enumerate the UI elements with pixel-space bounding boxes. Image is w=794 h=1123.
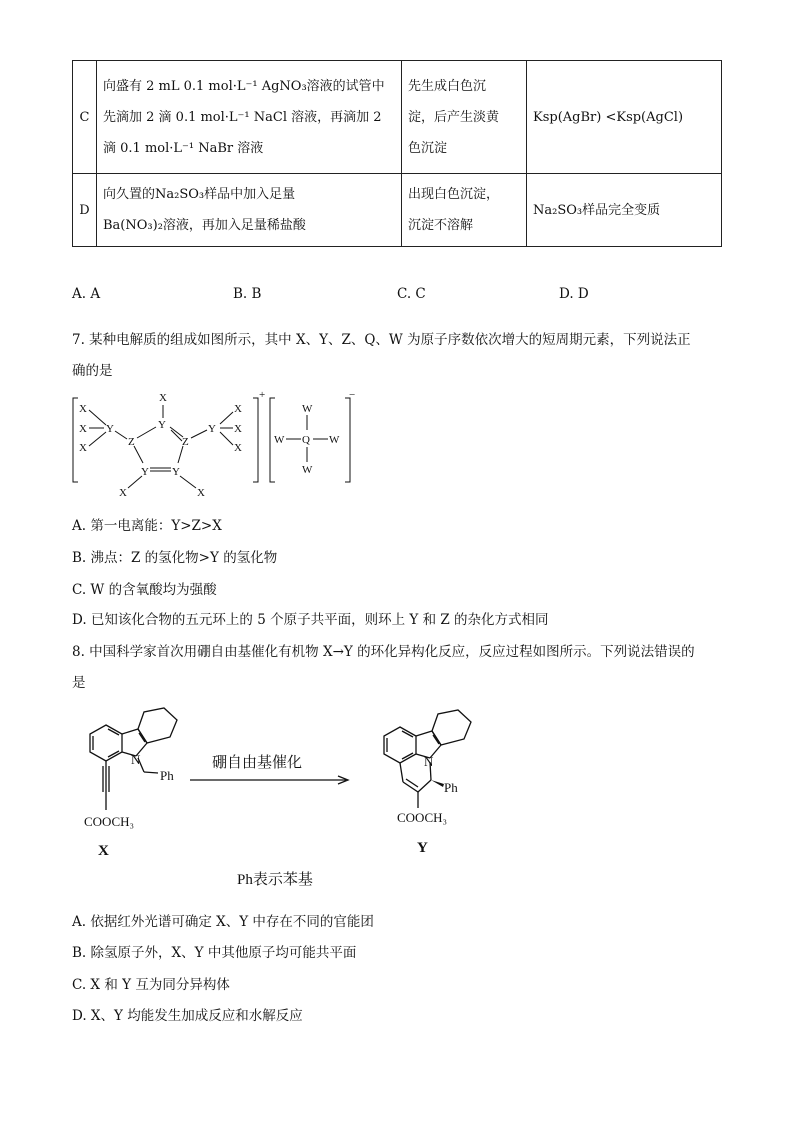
atom-z: Z [128,436,135,448]
phenomenon-cell: 先生成白色沉 淀，后产生淡黄 色沉淀 [402,61,527,174]
q7-option-d[interactable]: D. 已知该化合物的五元环上的 5 个原子共平面，则环上 Y 和 Z 的杂化方式相同 [72,612,549,628]
q6-option-c[interactable]: C. C [397,286,426,302]
atom-x: X [159,392,167,404]
atom-w: W [329,434,340,446]
x-nitrogen: N [131,752,141,767]
x-ester: COOCH₃ [84,814,135,829]
atom-x: X [119,487,127,499]
atom-x: X [79,423,87,435]
atom-y: Y [106,423,114,435]
table-row [73,174,722,247]
ph-note: Ph表示苯基 [237,872,313,888]
q8-option-b[interactable]: B. 除氢原子外，X、Y 中其他原子均可能共平面 [72,945,357,961]
experiment-table [72,60,722,247]
arrow-catalyst-label: 硼自由基催化 [212,755,303,771]
x-label: X [98,843,109,859]
atom-w: W [302,464,313,476]
y-phenyl: Ph [444,780,458,795]
q7-stem-line2: 确的是 [72,363,113,379]
atom-w: W [274,434,285,446]
atom-x: X [234,442,242,454]
q7-structure-diagram [70,390,360,505]
q6-option-a[interactable]: A. A [72,286,101,302]
q8-stem-line2: 是 [72,675,86,691]
atom-y: Y [141,466,149,478]
operation-cell: 向久置的Na₂SO₃样品中加入足量 Ba(NO₃)₂溶液，再加入足量稀盐酸 [97,174,402,247]
y-label: Y [417,840,428,856]
x-phenyl: Ph [160,768,174,783]
q8-option-a[interactable]: A. 依据红外光谱可确定 X、Y 中存在不同的官能团 [72,914,374,930]
q8-stem-line1: 8. 中国科学家首次用硼自由基催化有机物 X→Y 的环化异构化反应，反应过程如图所示。下列说法错误的 [72,644,695,660]
y-nitrogen: N [424,754,434,769]
q7-option-c[interactable]: C. W 的含氧酸均为强酸 [72,582,217,598]
atom-x: X [197,487,205,499]
q8-option-c[interactable]: C. X 和 Y 互为同分异构体 [72,977,230,993]
conclusion-cell: Ksp(AgBr) <Ksp(AgCl) [527,61,722,174]
atom-x: X [79,442,87,454]
q6-option-d[interactable]: D. D [559,286,589,302]
atom-y: Y [158,419,166,431]
q7-option-a[interactable]: A. 第一电离能：Y>Z>X [72,518,222,534]
atom-w: W [302,403,313,415]
q7-stem-line1: 7. 某种电解质的组成如图所示，其中 X、Y、Z、Q、W 为原子序数依次增大的短周期元素，下列说法正 [72,332,691,348]
row-label: C [73,61,97,174]
q6-option-b[interactable]: B. B [233,286,262,302]
atom-q: Q [302,434,310,446]
atom-x: X [234,423,242,435]
atom-y: Y [208,423,216,435]
atom-x: X [79,403,87,415]
conclusion-cell: Na₂SO₃样品完全变质 [527,174,722,247]
row-label: D [73,174,97,247]
anion-charge: − [349,390,356,401]
phenomenon-cell: 出现白色沉淀， 沉淀不溶解 [402,174,527,247]
q8-option-d[interactable]: D. X、Y 均能发生加成反应和水解反应 [72,1008,303,1024]
y-ester: COOCH₃ [397,810,448,825]
q8-reaction-scheme [72,700,492,895]
table-row [73,61,722,174]
atom-z: Z [182,436,189,448]
q7-option-b[interactable]: B. 沸点：Z 的氢化物>Y 的氢化物 [72,550,278,566]
atom-x: X [234,403,242,415]
cation-charge: + [259,390,266,401]
atom-y: Y [172,466,180,478]
operation-cell: 向盛有 2 mL 0.1 mol·L⁻¹ AgNO₃溶液的试管中 先滴加 2 滴 0.1 mol·L⁻¹ NaCl 溶液，再滴加 2 滴 0.1 mol·L⁻¹ NaBr 溶液 [97,61,402,174]
